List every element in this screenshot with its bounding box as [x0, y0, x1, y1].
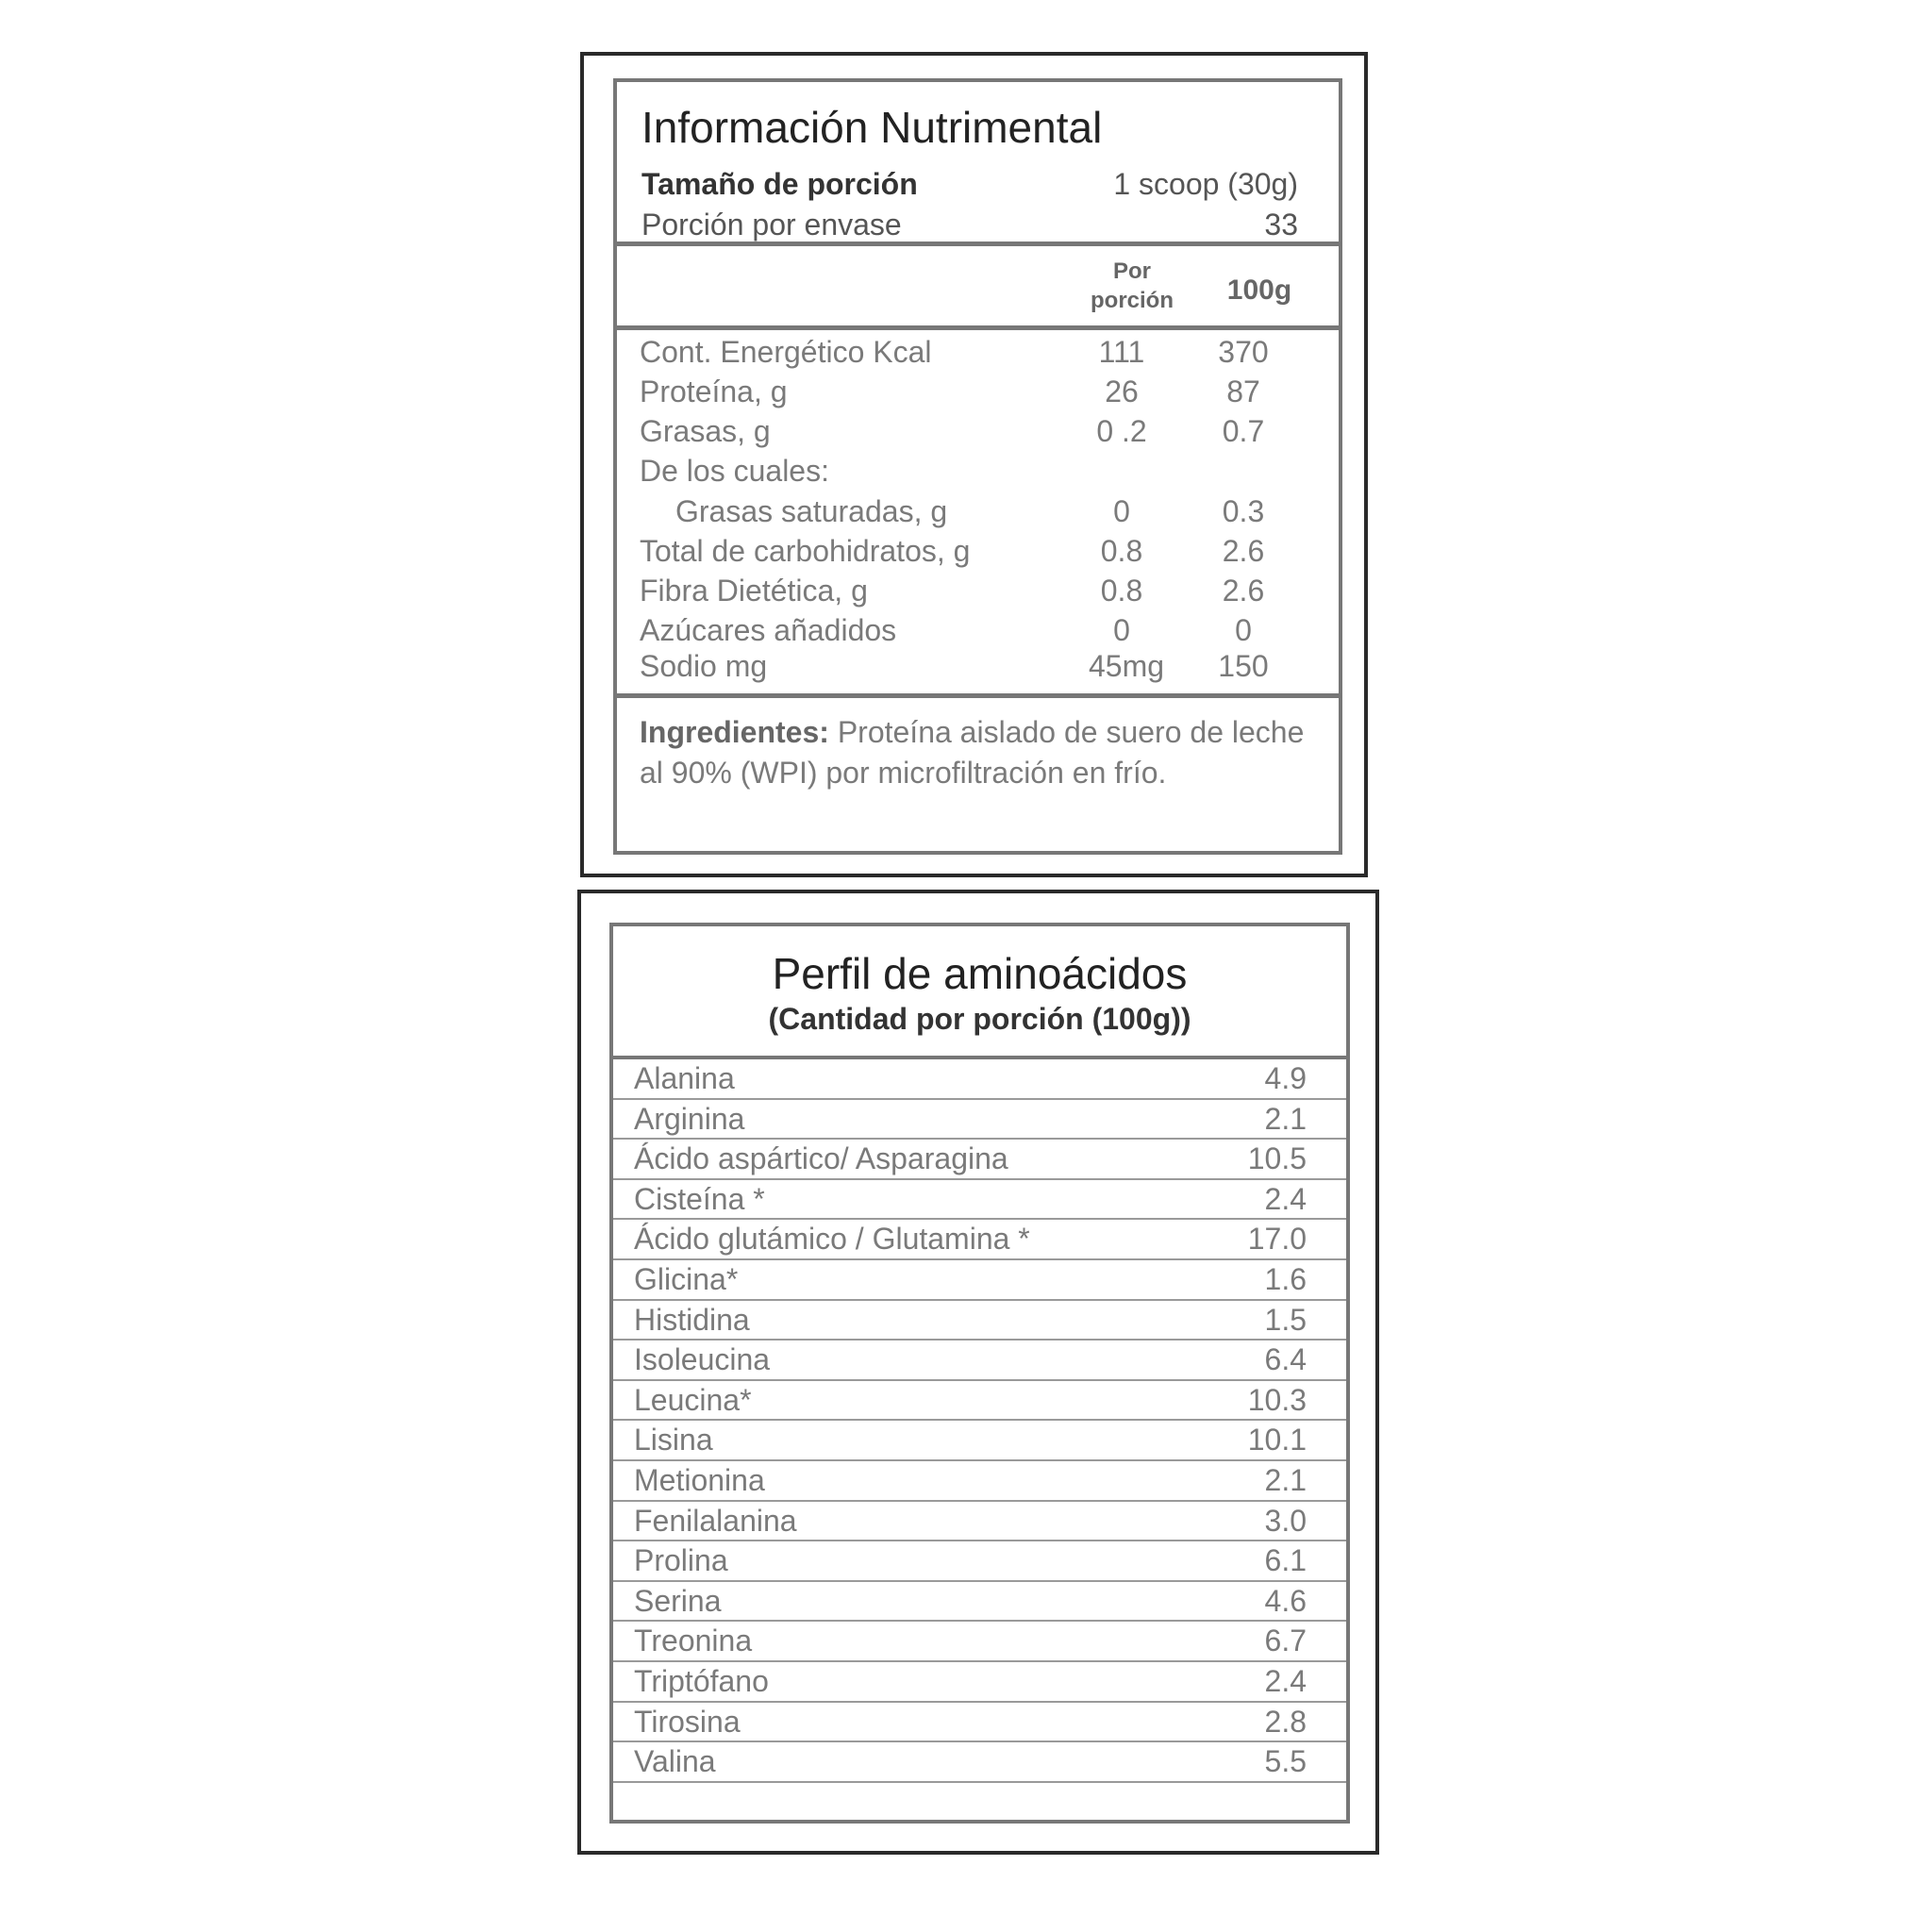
per-100g-value: 370	[1218, 335, 1269, 369]
table-row	[613, 1341, 1346, 1381]
table-row	[613, 1381, 1346, 1422]
amino-acid-name: Isoleucina	[634, 1342, 771, 1377]
nutrient-label: Sodio mg	[640, 649, 768, 683]
amino-acid-name: Ácido aspártico/ Asparagina	[634, 1141, 1008, 1176]
nutrient-label: Fibra Dietética, g	[640, 574, 868, 608]
amino-acid-value: 2.1	[1264, 1101, 1307, 1136]
nutrient-label: Total de carbohidratos, g	[640, 534, 971, 568]
nutrition-row	[640, 335, 1300, 373]
amino-acid-value: 4.9	[1264, 1061, 1307, 1095]
table-row	[613, 1582, 1346, 1623]
amino-acid-name: Valina	[634, 1744, 716, 1779]
amino-acid-name: Tirosina	[634, 1704, 741, 1739]
per-serving-value: 26	[1105, 375, 1139, 408]
nutrition-row	[640, 414, 1300, 452]
table-row	[613, 1461, 1346, 1502]
table-row	[613, 1622, 1346, 1662]
amino-acid-value: 2.1	[1264, 1463, 1307, 1497]
amino-title: Perfil de aminoácidos	[772, 949, 1188, 998]
divider	[613, 693, 1342, 698]
amino-acid-value: 6.4	[1264, 1342, 1307, 1377]
column-header-per-serving-line1: Por	[1112, 258, 1151, 284]
table-row	[613, 1220, 1346, 1260]
table-row	[613, 1783, 1346, 1824]
per-100g-value: 2.6	[1222, 574, 1265, 608]
amino-acid-value: 2.8	[1264, 1704, 1307, 1739]
table-row	[613, 1541, 1346, 1582]
servings-per-container-value: 33	[1264, 208, 1298, 242]
amino-acid-name: Treonina	[634, 1624, 753, 1658]
column-header-per-serving	[1083, 257, 1181, 315]
amino-acid-name: Prolina	[634, 1543, 728, 1578]
amino-acid-name: Metionina	[634, 1463, 765, 1497]
amino-acid-name: Alanina	[634, 1061, 735, 1095]
nutrient-label: Grasas, g	[640, 414, 771, 448]
amino-acid-value: 6.1	[1264, 1543, 1307, 1578]
nutrition-row	[640, 613, 1300, 651]
ingredients-description: Proteína aislado de suero de leche al 90% (WPI) por microfiltración en frío.	[640, 715, 1305, 790]
table-row	[613, 1260, 1346, 1301]
amino-acid-name: Cisteína *	[634, 1181, 765, 1216]
table-row	[613, 1100, 1346, 1141]
table-row	[613, 1662, 1346, 1703]
nutrition-row	[640, 454, 1300, 491]
per-serving-value: 45mg	[1088, 649, 1165, 683]
amino-acid-value: 10.1	[1247, 1423, 1307, 1457]
per-serving-value: 111	[1098, 335, 1145, 369]
amino-acid-value: 10.3	[1247, 1382, 1307, 1417]
amino-acid-value: 6.7	[1264, 1624, 1307, 1658]
amino-acid-name: Arginina	[634, 1101, 745, 1136]
amino-acid-value: 3.0	[1264, 1503, 1307, 1538]
nutrient-label: De los cuales:	[640, 454, 829, 488]
column-header-per-serving-line2: porción	[1091, 288, 1174, 313]
table-row	[613, 1703, 1346, 1743]
table-row	[613, 1421, 1346, 1461]
amino-acid-value: 17.0	[1247, 1222, 1307, 1257]
per-100g-value: 0	[1235, 613, 1252, 647]
nutrient-label: Cont. Energético Kcal	[640, 335, 932, 369]
ingredients-text	[640, 712, 1333, 793]
per-100g-value: 87	[1226, 375, 1260, 408]
nutrient-label: Azúcares añadidos	[640, 613, 897, 647]
per-serving-value: 0 .2	[1096, 414, 1147, 448]
nutrient-label: Grasas saturadas, g	[675, 494, 948, 528]
nutrition-row	[640, 534, 1300, 572]
amino-subtitle: (Cantidad por porción (100g))	[768, 1002, 1191, 1036]
per-serving-value: 0.8	[1100, 574, 1143, 608]
per-100g-value: 0.7	[1222, 414, 1265, 448]
amino-acid-name: Leucina*	[634, 1382, 752, 1417]
table-row	[613, 1059, 1346, 1100]
amino-acid-value: 5.5	[1264, 1744, 1307, 1779]
amino-acid-name: Ácido glutámico / Glutamina *	[634, 1222, 1030, 1257]
nutrient-label: Proteína, g	[640, 375, 788, 408]
per-100g-value: 0.3	[1222, 494, 1265, 528]
amino-acid-value: 2.4	[1264, 1181, 1307, 1216]
amino-acid-name: Serina	[634, 1583, 722, 1618]
amino-acid-value: 10.5	[1247, 1141, 1307, 1176]
amino-acid-name: Glicina*	[634, 1262, 739, 1296]
nutrition-row	[640, 494, 1300, 532]
nutrition-row	[640, 375, 1300, 412]
per-100g-value: 150	[1218, 649, 1269, 683]
serving-size-value: 1 scoop (30g)	[1113, 167, 1298, 201]
table-row	[613, 1301, 1346, 1341]
nutrition-title: Información Nutrimental	[641, 103, 1103, 152]
table-row	[613, 1180, 1346, 1221]
divider	[613, 242, 1342, 246]
per-serving-value: 0	[1113, 613, 1130, 647]
per-100g-value: 2.6	[1222, 534, 1265, 568]
amino-acid-value: 2.4	[1264, 1664, 1307, 1698]
serving-size-label: Tamaño de porción	[641, 167, 918, 201]
amino-acid-name: Fenilalanina	[634, 1503, 797, 1538]
amino-acid-name: Lisina	[634, 1423, 713, 1457]
divider	[613, 325, 1342, 330]
nutrition-row	[640, 649, 1300, 687]
table-row	[613, 1140, 1346, 1180]
servings-per-container-label: Porción por envase	[641, 208, 902, 242]
table-row	[613, 1742, 1346, 1783]
amino-acid-value: 4.6	[1264, 1583, 1307, 1618]
nutrition-row	[640, 574, 1300, 611]
amino-acid-value: 1.6	[1264, 1262, 1307, 1296]
per-serving-value: 0	[1113, 494, 1130, 528]
ingredients-label: Ingredientes:	[640, 715, 829, 749]
amino-acid-value: 1.5	[1264, 1302, 1307, 1337]
amino-acid-name: Histidina	[634, 1302, 750, 1337]
column-header-100g: 100g	[1226, 275, 1292, 306]
amino-acid-name: Triptófano	[634, 1664, 769, 1698]
per-serving-value: 0.8	[1100, 534, 1143, 568]
table-row	[613, 1502, 1346, 1542]
